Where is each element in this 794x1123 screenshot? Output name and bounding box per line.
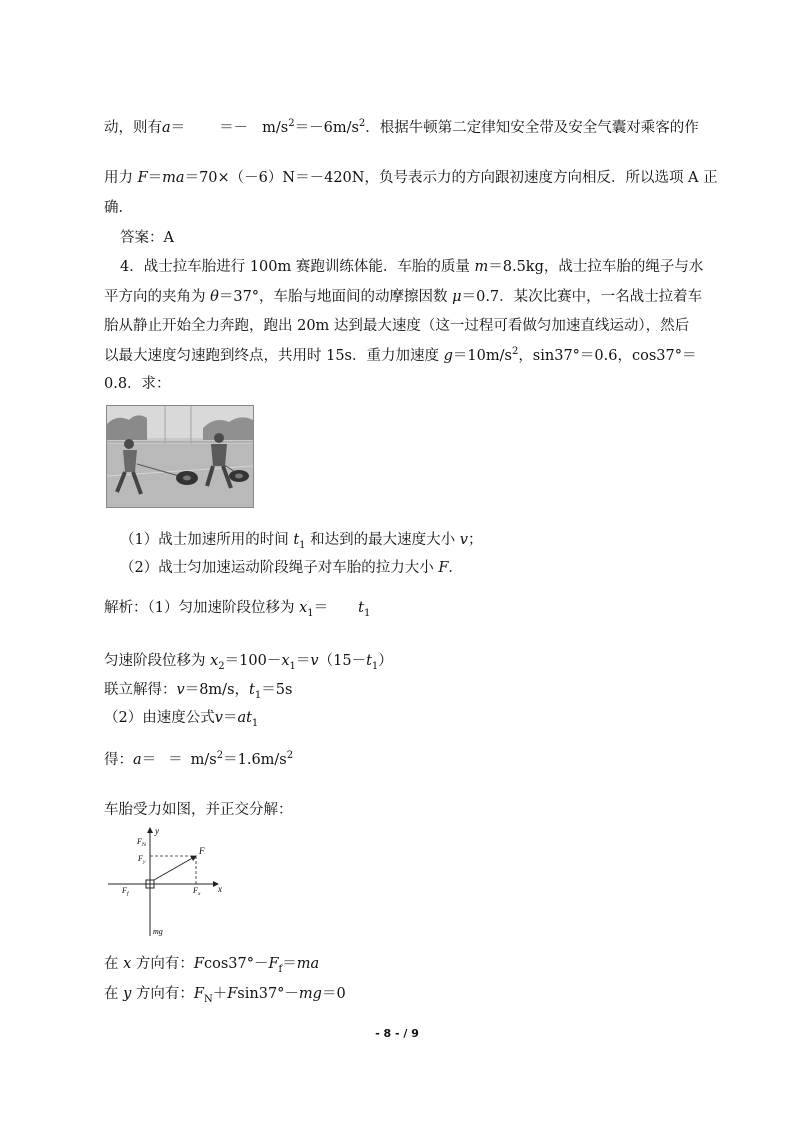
var-v: v: [459, 532, 468, 548]
text: ＝8.5kg，战士拉车胎的绳子与水: [488, 259, 704, 275]
var-theta: θ: [210, 289, 219, 305]
fx-sub: x: [198, 891, 201, 897]
text: ＝0: [321, 986, 346, 1002]
var-v: v: [214, 710, 223, 726]
var-v: v: [310, 653, 319, 669]
text: ＝－6m/s: [294, 120, 359, 136]
exponent: 2: [288, 118, 295, 130]
solution-line-correct: 确．: [104, 200, 133, 216]
text: 用力: [104, 170, 133, 186]
text: ．根据牛顿第二定律知安全带及安全气囊对乘客的作: [365, 120, 699, 136]
var-t: t: [358, 600, 364, 616]
force-diagram: [106, 826, 226, 938]
question-4-line-1: [120, 257, 703, 277]
question-4-line-3: 胎从静止开始全力奔跑，跑出 20m 达到最大速度（这一过程可看做匀加速直线运动），然后: [104, 318, 690, 334]
photo-illustration: [107, 406, 253, 507]
exponent: 2: [216, 750, 224, 762]
solution-step-2: [104, 651, 393, 671]
var-m: m: [474, 259, 489, 275]
text: 方向有：: [135, 956, 194, 972]
text: ＝: [170, 120, 186, 136]
solution-line-force: [104, 168, 718, 188]
subscript: 1: [363, 607, 371, 619]
var-a: a: [162, 120, 171, 136]
subscript: f: [278, 963, 283, 975]
var-a: a: [133, 752, 142, 768]
gravity-label: mg: [153, 927, 163, 936]
text: 联立解得：: [104, 682, 177, 698]
question-4-line-2: [104, 287, 702, 307]
text: ．: [448, 560, 463, 576]
text: 动，则有: [104, 120, 162, 136]
text: ＝100－: [224, 653, 282, 669]
text: （2）由速度公式: [104, 710, 215, 726]
var-ma: ma: [296, 956, 320, 972]
text: 和达到的最大速度大小: [310, 532, 456, 548]
text: 平方向的夹角为: [104, 289, 206, 305]
text: ＝5s: [261, 682, 293, 698]
var-F: F: [438, 560, 449, 576]
text: ；: [467, 532, 483, 548]
text: ＝: [147, 170, 163, 186]
text: ＝: [313, 600, 329, 616]
text: 以最大速度匀速跑到终点，共用时 15s．重力加速度: [104, 348, 439, 364]
solution-step-5: [104, 750, 293, 770]
var-F: F: [268, 956, 279, 972]
solution-step-x-equation: [104, 954, 319, 974]
text: 在: [104, 956, 119, 972]
var-F: F: [193, 986, 204, 1002]
subscript: 1: [371, 660, 379, 672]
text: ＝: [282, 956, 297, 972]
var-mg: mg: [298, 986, 322, 1002]
question-4-line-4: [104, 346, 696, 366]
solution-step-1: [104, 598, 370, 618]
friction-label: F: [122, 886, 127, 895]
solution-line-acceleration: [104, 118, 699, 138]
text: ＝0.7．某次比赛中，一名战士拉着车: [461, 289, 703, 305]
var-t: t: [249, 682, 255, 698]
var-t: t: [293, 532, 300, 548]
exponent: 2: [511, 346, 519, 358]
text: 方向有：: [135, 986, 194, 1002]
text: ）: [378, 653, 393, 669]
text: 解析：（1）匀加速阶段位移为: [104, 600, 295, 616]
text: （1）战士加速所用的时间: [120, 532, 289, 548]
var-v: v: [176, 682, 185, 698]
var-ma: ma: [162, 170, 185, 186]
friction-sub: f: [127, 891, 129, 897]
fy-label: F: [138, 854, 143, 863]
solution-step-3: [104, 680, 292, 700]
normal-force-label: F: [137, 837, 142, 846]
text: ＝: [295, 653, 311, 669]
var-g: g: [443, 348, 453, 364]
solution-step-6: 车胎受力如图，并正交分解：: [104, 802, 293, 818]
text: ＝: [168, 752, 183, 768]
fy-sub: y: [143, 859, 146, 865]
pull-force-label: F: [199, 846, 205, 856]
unit: m/s: [262, 120, 289, 136]
text: ＝: [141, 752, 157, 768]
subscript: 1: [289, 660, 296, 672]
subscript: 1: [299, 539, 306, 551]
var-at: at: [237, 710, 252, 726]
text: ＝37°，车胎与地面间的动摩擦因数: [218, 289, 448, 305]
text: 得：: [104, 752, 133, 768]
sub-question-1: [120, 530, 482, 550]
var-x: x: [281, 653, 290, 669]
text: （2）战士匀加速运动阶段绳子对车胎的拉力大小: [120, 560, 434, 576]
soldier-pulling-tire-photo: [106, 405, 254, 508]
x-axis-label: x: [218, 884, 222, 894]
subscript: 1: [307, 607, 314, 619]
text: sin37°－: [237, 986, 299, 1002]
exponent: 2: [358, 118, 366, 130]
subscript: 1: [251, 717, 259, 729]
var-F: F: [137, 170, 148, 186]
subscript: 2: [218, 660, 225, 672]
text: ，sin37°＝0.6，cos37°＝: [518, 348, 697, 364]
text: 匀速阶段位移为: [104, 653, 206, 669]
text: （15－: [318, 653, 367, 669]
text: ＝70×（－6）N＝－420N，负号表示力的方向跟初速度方向相反．所以选项 A 正: [184, 170, 718, 186]
fx-label: F: [193, 886, 198, 895]
answer-line: 答案：A: [120, 230, 174, 246]
normal-force-sub: N: [142, 842, 146, 848]
y-axis-label: y: [155, 826, 159, 836]
text: ＋: [212, 986, 228, 1002]
solution-step-4: [104, 708, 258, 728]
exponent: 2: [286, 750, 294, 762]
text: cos37°－: [203, 956, 269, 972]
var-y: y: [123, 986, 132, 1002]
pull-force-arrow: [154, 856, 196, 880]
sub-question-2: [120, 558, 463, 578]
solution-step-y-equation: [104, 984, 346, 1004]
subscript: N: [203, 993, 213, 1005]
text: 在: [104, 986, 119, 1002]
var-x: x: [210, 653, 219, 669]
text: 4．战士拉车胎进行 100m 赛跑训练体能．车胎的质量: [120, 259, 470, 275]
subscript: 1: [254, 689, 262, 701]
text: ＝10m/s: [452, 348, 512, 364]
text: ＝8m/s，: [184, 682, 250, 698]
var-F: F: [227, 986, 238, 1002]
var-mu: μ: [452, 289, 462, 305]
var-F: F: [193, 956, 204, 972]
text: ＝1.6m/s: [223, 752, 287, 768]
text: ＝－: [219, 120, 249, 136]
var-x: x: [123, 956, 132, 972]
var-t: t: [366, 653, 372, 669]
unit: m/s: [190, 752, 217, 768]
text: ＝: [222, 710, 238, 726]
var-x: x: [299, 600, 308, 616]
question-4-line-5: 0.8．求：: [104, 376, 171, 392]
page-number: - 8 - / 9: [375, 1027, 419, 1040]
